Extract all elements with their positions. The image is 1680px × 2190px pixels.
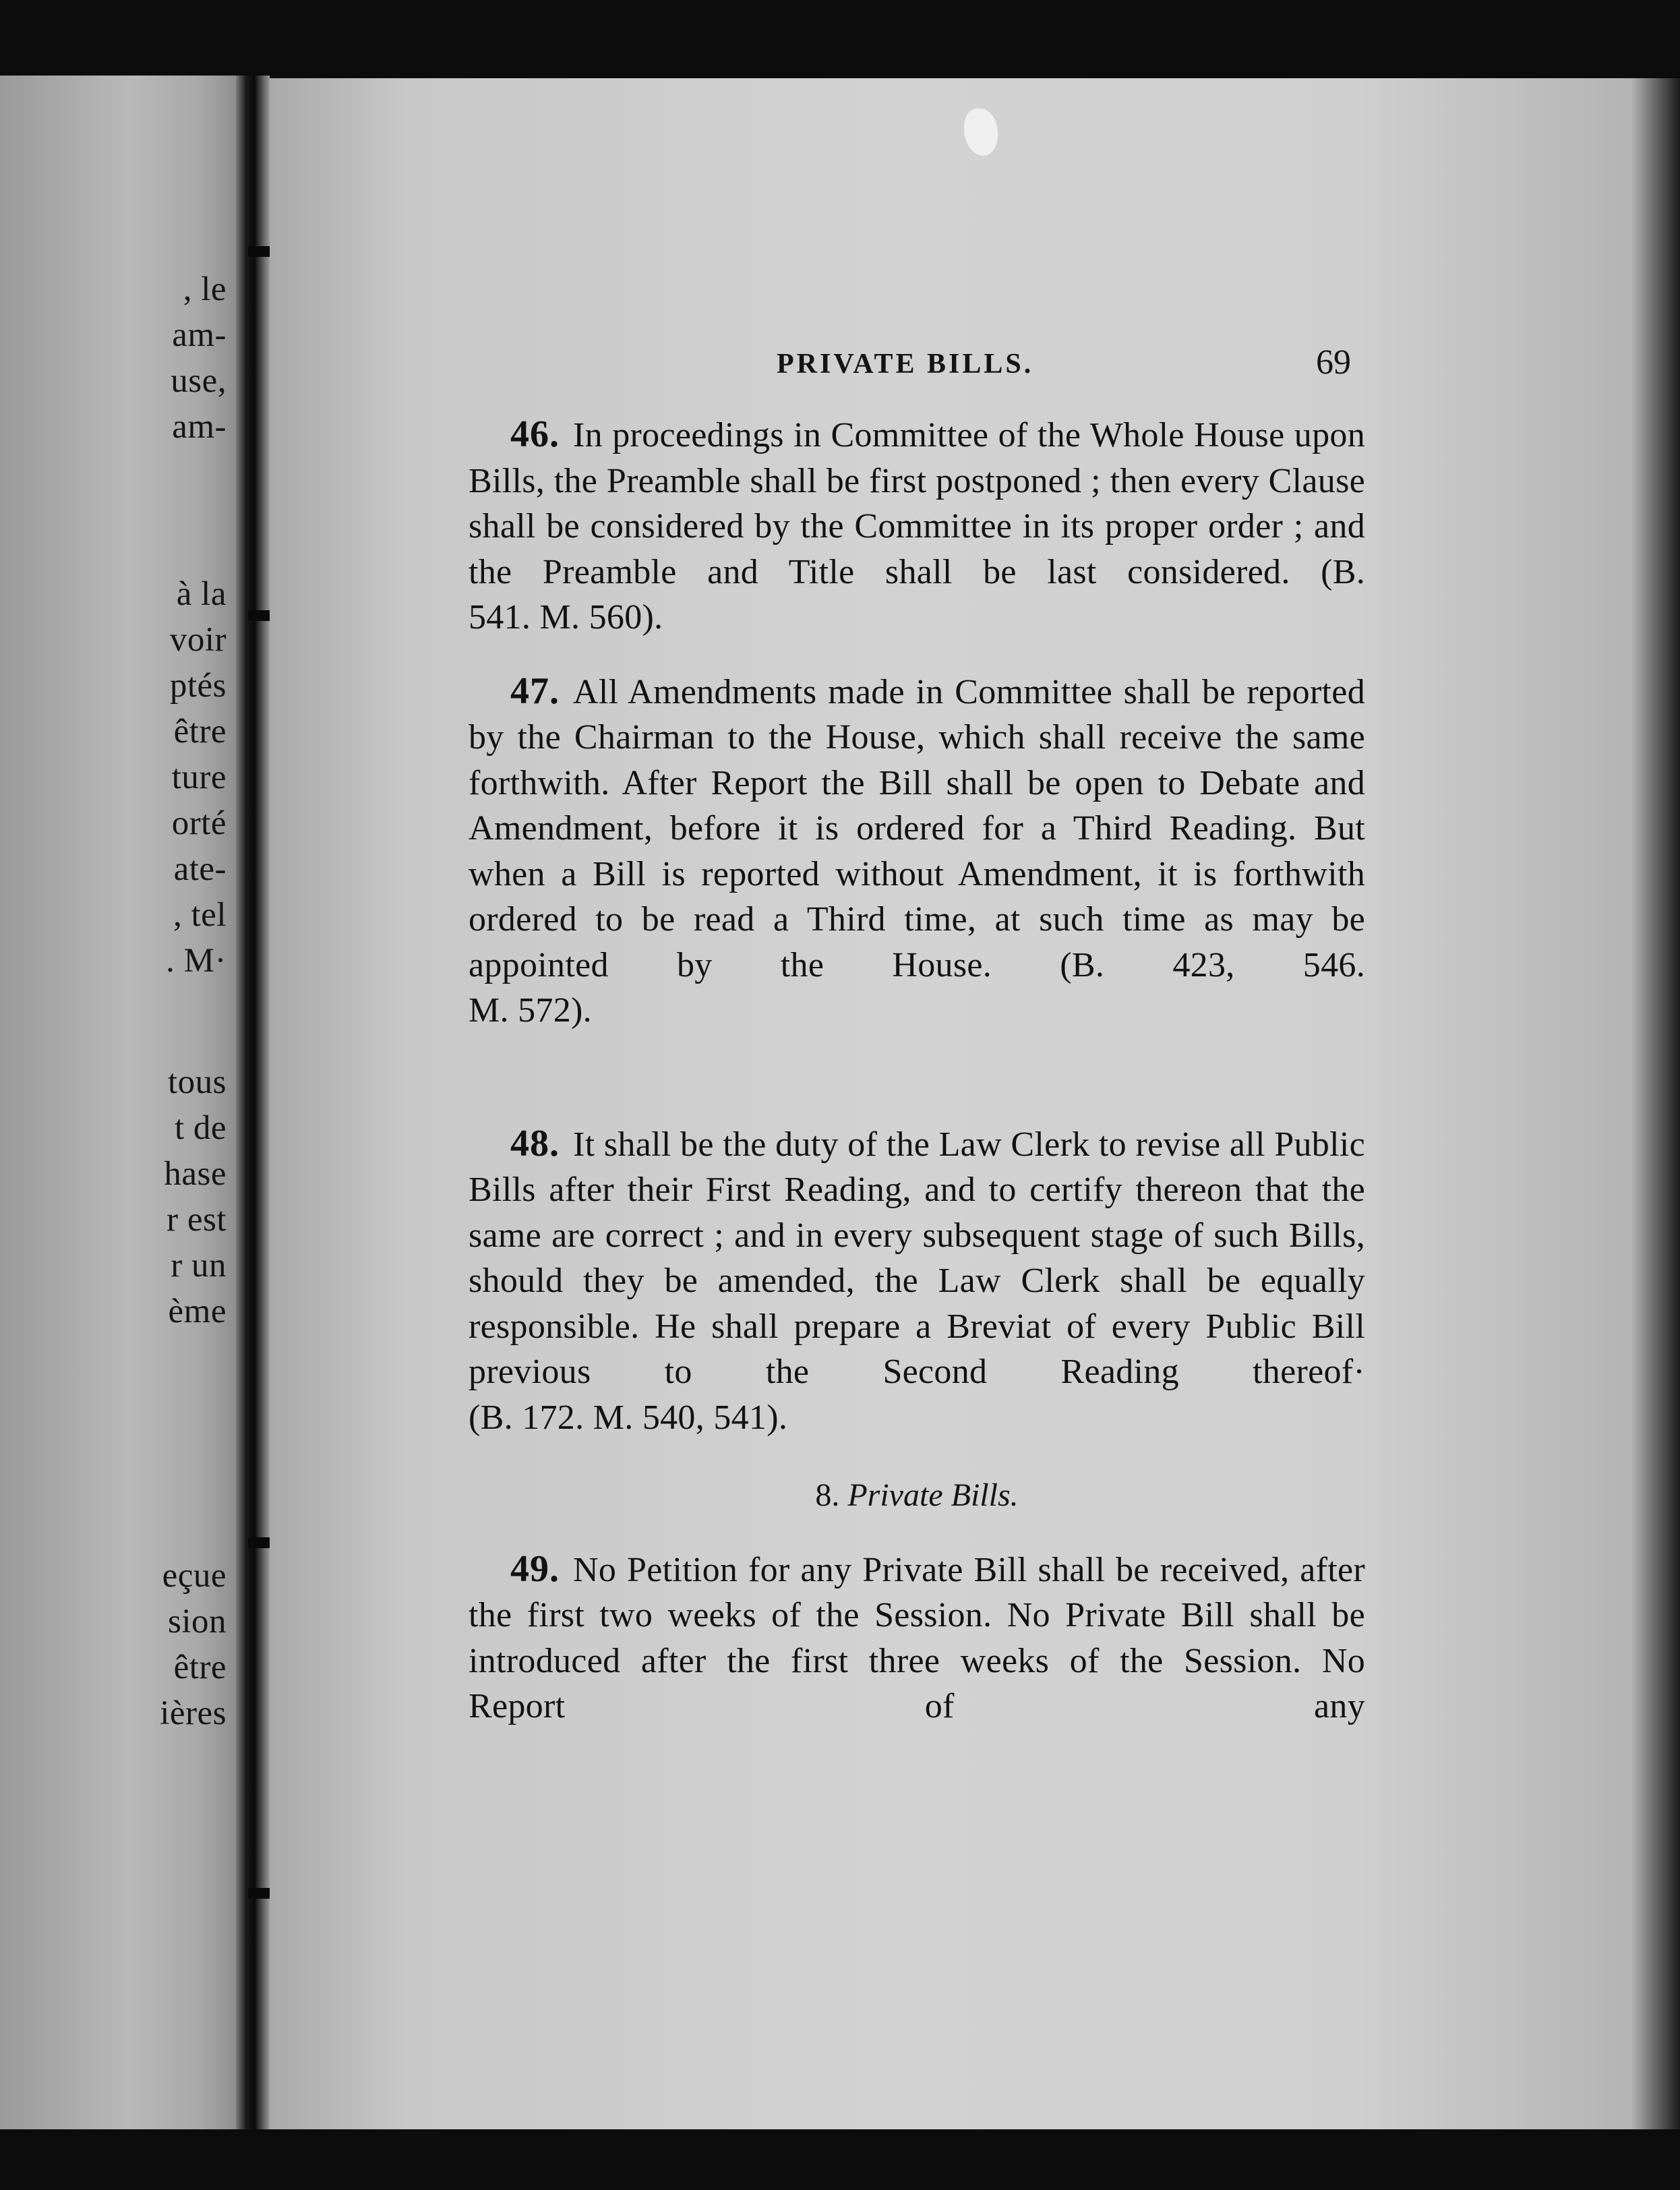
previous-page-line: am- xyxy=(172,316,227,354)
rule-paragraph xyxy=(469,412,1365,595)
rule-text: In proceedings in Committee of the Whole House upon Bills, the Preamble shall be first postponed ; then every Clause shall be considered by the Committee in its proper order ; and the Preamble and Title shall be last considered. (B. xyxy=(469,416,1365,591)
page-header xyxy=(270,343,1631,388)
page-number: 69 xyxy=(1316,343,1351,382)
rule-paragraph xyxy=(469,1121,1365,1395)
rule-number: 46. xyxy=(510,413,560,455)
previous-page-line: sion xyxy=(167,1603,227,1640)
previous-page-line: use, xyxy=(171,362,227,400)
rule-paragraph-end xyxy=(469,1395,1365,1441)
previous-page-line: hase xyxy=(164,1155,227,1193)
rule-paragraph xyxy=(469,1547,1365,1729)
book-gutter xyxy=(236,76,270,2129)
previous-page-line: être xyxy=(173,1649,227,1686)
rule-text: No Petition for any Private Bill shall be received, after the first two weeks of the Session. No Private Bill shall be introduced after the first three weeks of the Session. No Report of any xyxy=(469,1550,1365,1725)
previous-page-line: r est xyxy=(167,1201,227,1239)
page-edge-shadow xyxy=(1631,78,1680,2129)
rule-number: 47. xyxy=(510,670,560,712)
current-page xyxy=(270,78,1631,2129)
running-title: PRIVATE BILLS. xyxy=(777,349,1034,380)
rule-number: 49. xyxy=(510,1547,560,1590)
page-body xyxy=(469,412,1365,1729)
rule-text: All Amendments made in Committee shall be reported by the Chairman to the House, which shall receive the same forthwith. After Report the Bill shall be open to Debate and Amendment, before it is ordered for a Third Reading. But when a Bill is reported without Amendment, it is forthwith ordered to be read a Third time, at such time as may be appointed by the House. (B. 423, 546. xyxy=(469,672,1365,984)
previous-page-line: orté xyxy=(171,804,227,842)
section-heading xyxy=(469,1473,1365,1518)
rule-paragraph-end xyxy=(469,988,1365,1034)
previous-page-line: r un xyxy=(171,1247,227,1284)
rule-citation: M. 572). xyxy=(469,991,592,1030)
previous-page-line: à la xyxy=(176,575,227,613)
previous-page-line: . M· xyxy=(166,942,227,980)
previous-page-line: ème xyxy=(168,1293,227,1330)
previous-page-line: eçue xyxy=(162,1557,227,1595)
rule-citation: 541. M. 560). xyxy=(469,598,663,637)
previous-page-line: am- xyxy=(172,408,227,446)
previous-page-line: t de xyxy=(174,1109,227,1147)
previous-page-line: être xyxy=(173,713,227,750)
rule-paragraph-end xyxy=(469,595,1365,641)
previous-page-line: , le xyxy=(183,270,227,308)
section-number: 8. xyxy=(815,1477,840,1513)
previous-page-line: voir xyxy=(169,621,227,659)
section-title: Private Bills. xyxy=(847,1477,1019,1513)
previous-page-line: ate- xyxy=(173,850,227,888)
rule-paragraph xyxy=(469,669,1365,988)
rule-text: It shall be the duty of the Law Clerk to revise all Public Bills after their First Reading, and to certify thereon that the same are correct ; and in every subsequent stage of such Bills, should they be amended, the Law Clerk shall be equally responsible. He shall prepare a Breviat of every Public Bill previous to the Second Reading thereof· xyxy=(469,1125,1365,1391)
previous-page-line: ptés xyxy=(169,667,227,705)
previous-page-line: ture xyxy=(171,759,227,796)
previous-page-line: , tel xyxy=(173,896,227,934)
paper-blemish xyxy=(964,109,998,156)
previous-page-line: ières xyxy=(160,1694,227,1732)
rule-number: 48. xyxy=(510,1122,560,1164)
rule-citation: (B. 172. M. 540, 541). xyxy=(469,1398,788,1437)
previous-page xyxy=(0,76,236,2129)
previous-page-line: tous xyxy=(167,1063,227,1101)
